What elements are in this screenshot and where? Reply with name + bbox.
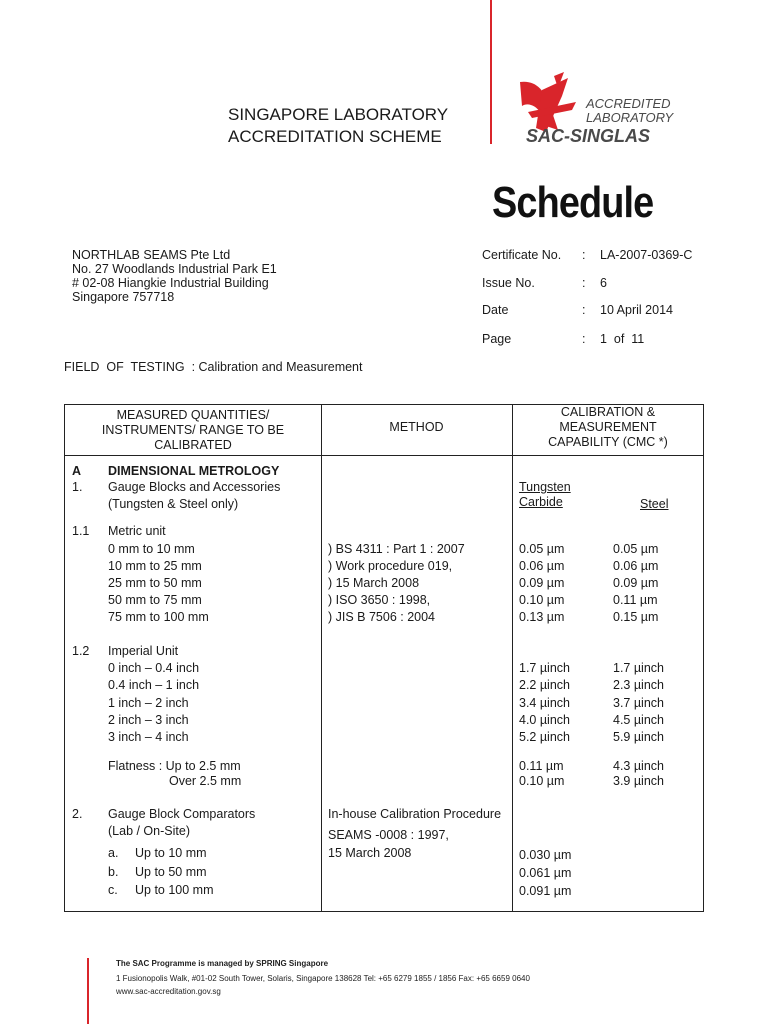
metric-tungsten-cmc: 0.13 µm <box>519 610 565 624</box>
steel-header: Steel <box>640 497 669 511</box>
metric-steel-cmc: 0.06 µm <box>613 559 659 573</box>
flatness-label: Flatness : Up to 2.5 mm <box>108 759 241 773</box>
flatness-steel-cmc: 4.3 µinch <box>613 759 664 773</box>
comparator-letter: b. <box>108 865 119 879</box>
comparator-cmc: 0.030 µm <box>519 848 572 862</box>
org-address-line2: # 02-08 Hiangkie Industrial Building <box>72 276 269 290</box>
imperial-steel-cmc: 2.3 µinch <box>613 678 664 692</box>
imperial-range: 1 inch – 2 inch <box>108 696 189 710</box>
imperial-range: 3 inch – 4 inch <box>108 730 189 744</box>
item-title: Metric unit <box>108 524 166 538</box>
metric-range: 0 mm to 10 mm <box>108 542 195 556</box>
metric-steel-cmc: 0.05 µm <box>613 542 659 556</box>
header-divider <box>490 0 492 144</box>
header-row-divider <box>65 455 703 456</box>
certificate-label: Certificate No. <box>482 248 562 262</box>
accredited-laboratory-logo-icon <box>506 72 686 152</box>
col-header-method: METHOD <box>389 420 444 434</box>
footer-programme: The SAC Programme is managed by SPRING Singapore <box>116 959 329 968</box>
page-colon: : <box>582 332 586 346</box>
scheme-name-line1: SINGAPORE LABORATORY <box>228 105 449 124</box>
item-number: 1.1 <box>72 524 90 538</box>
tungsten-carbide-header: Tungsten <box>519 480 571 494</box>
issue-colon: : <box>582 276 586 290</box>
comparator-range: Up to 50 mm <box>135 865 207 879</box>
metric-range: 75 mm to 100 mm <box>108 610 209 624</box>
column-divider-1 <box>321 405 322 911</box>
metric-method: ) BS 4311 : Part 1 : 2007 <box>328 542 465 556</box>
date-colon: : <box>582 303 586 317</box>
section-letter: A <box>72 464 82 478</box>
imperial-tungsten-cmc: 4.0 µinch <box>519 713 570 727</box>
comparator-cmc: 0.061 µm <box>519 866 572 880</box>
imperial-steel-cmc: 1.7 µinch <box>613 661 664 675</box>
date-label: Date <box>482 303 509 317</box>
metric-range: 25 mm to 50 mm <box>108 576 202 590</box>
metric-range: 50 mm to 75 mm <box>108 593 202 607</box>
section-title: DIMENSIONAL METROLOGY <box>108 464 280 478</box>
metric-method: ) JIS B 7506 : 2004 <box>328 610 436 624</box>
imperial-steel-cmc: 3.7 µinch <box>613 696 664 710</box>
comparator-cmc: 0.091 µm <box>519 884 572 898</box>
footer-address: 1 Fusionopolis Walk, #01-02 South Tower, Solaris, Singapore 138628 Tel: +65 6279 1855 / 1856 Fax: +65 6659 0640 <box>116 974 530 983</box>
metric-tungsten-cmc: 0.09 µm <box>519 576 565 590</box>
issue-label: Issue No. <box>482 276 535 290</box>
imperial-tungsten-cmc: 3.4 µinch <box>519 696 570 710</box>
imperial-range: 0 inch – 0.4 inch <box>108 661 200 675</box>
metric-tungsten-cmc: 0.06 µm <box>519 559 565 573</box>
comparator-letter: c. <box>108 883 118 897</box>
comparator-letter: a. <box>108 846 119 860</box>
col-header-cmc: CALIBRATION & MEASUREMENT CAPABILITY (CMC *) <box>548 405 668 449</box>
comparator-range: Up to 100 mm <box>135 883 214 897</box>
item-title: Imperial Unit <box>108 644 179 658</box>
item2-method: In-house Calibration Procedure <box>328 807 502 821</box>
imperial-range: 2 inch – 3 inch <box>108 713 189 727</box>
org-address-line1: No. 27 Woodlands Industrial Park E1 <box>72 262 277 276</box>
imperial-range: 0.4 inch – 1 inch <box>108 678 200 692</box>
metric-steel-cmc: 0.11 µm <box>613 593 658 607</box>
flatness-label-over: Over 2.5 mm <box>169 774 242 788</box>
issue-value: 6 <box>600 276 607 290</box>
flatness-tungsten-cmc: 0.11 µm <box>519 759 564 773</box>
footer-website[interactable]: www.sac-accreditation.gov.sg <box>116 987 221 996</box>
org-address-line3: Singapore 757718 <box>72 290 175 304</box>
footer-divider <box>87 958 89 1024</box>
item-number: 1.2 <box>72 644 90 658</box>
date-value: 10 April 2014 <box>600 303 673 317</box>
column-divider-2 <box>512 405 513 911</box>
item2-method: SEAMS -0008 : 1997, <box>328 828 449 842</box>
imperial-tungsten-cmc: 1.7 µinch <box>519 661 570 675</box>
metric-method: ) 15 March 2008 <box>328 576 420 590</box>
metric-tungsten-cmc: 0.10 µm <box>519 593 565 607</box>
item2-method: 15 March 2008 <box>328 846 412 860</box>
flatness-tungsten-cmc: 0.10 µm <box>519 774 565 788</box>
metric-steel-cmc: 0.09 µm <box>613 576 659 590</box>
imperial-steel-cmc: 5.9 µinch <box>613 730 664 744</box>
item-title: Gauge Block Comparators <box>108 807 256 821</box>
org-name: NORTHLAB SEAMS Pte Ltd <box>72 248 231 262</box>
flatness-steel-cmc: 3.9 µinch <box>613 774 664 788</box>
sac-singlas-logo <box>506 72 686 152</box>
tungsten-carbide-header-2: Carbide <box>519 495 563 509</box>
page-value: 1 of 11 <box>600 332 645 346</box>
item-subtitle: (Lab / On-Site) <box>108 824 190 838</box>
imperial-tungsten-cmc: 2.2 µinch <box>519 678 570 692</box>
svg-text:LABORATORY: LABORATORY <box>586 110 674 125</box>
item-number: 1. <box>72 480 83 494</box>
metric-range: 10 mm to 25 mm <box>108 559 202 573</box>
page-label: Page <box>482 332 512 346</box>
imperial-steel-cmc: 4.5 µinch <box>613 713 664 727</box>
scheme-name-line2: ACCREDITATION SCHEME <box>228 127 442 146</box>
item-number: 2. <box>72 807 83 821</box>
item-subtitle: (Tungsten & Steel only) <box>108 497 239 511</box>
certificate-colon: : <box>582 248 586 262</box>
metric-steel-cmc: 0.15 µm <box>613 610 659 624</box>
certificate-value: LA-2007-0369-C <box>600 248 693 262</box>
item-title: Gauge Blocks and Accessories <box>108 480 281 494</box>
comparator-range: Up to 10 mm <box>135 846 207 860</box>
metric-tungsten-cmc: 0.05 µm <box>519 542 565 556</box>
metric-method: ) ISO 3650 : 1998, <box>328 593 431 607</box>
svg-text:ACCREDITED: ACCREDITED <box>586 96 671 111</box>
svg-text:SAC-SINGLAS: SAC-SINGLAS <box>526 126 651 146</box>
metric-method: ) Work procedure 019, <box>328 559 453 573</box>
col-header-quantities: MEASURED QUANTITIES/ INSTRUMENTS/ RANGE TO BE CALIBRATED <box>101 408 285 452</box>
document-title: Schedule <box>492 178 654 227</box>
imperial-tungsten-cmc: 5.2 µinch <box>519 730 570 744</box>
field-of-testing: FIELD OF TESTING : Calibration and Measurement <box>64 360 363 374</box>
